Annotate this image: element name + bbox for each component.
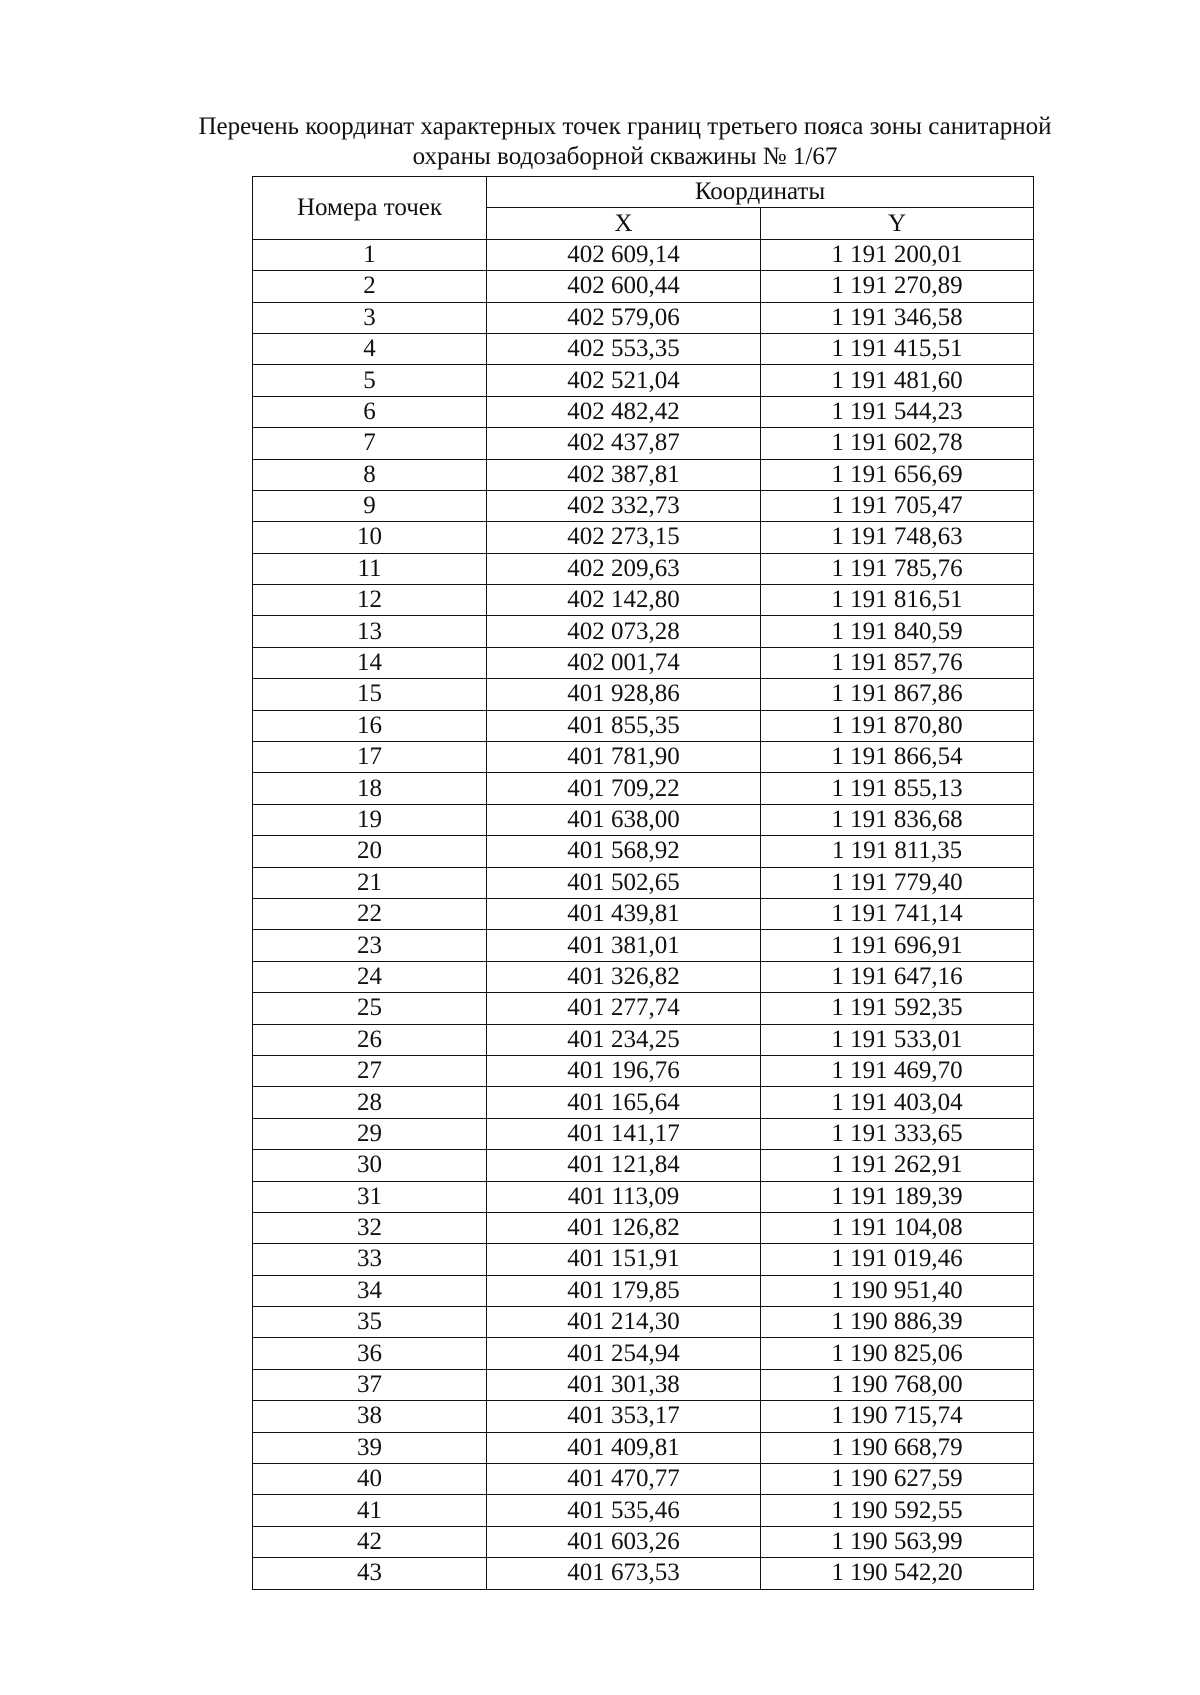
x-coordinate-cell: 401 214,30 — [487, 1307, 761, 1338]
x-coordinate-cell: 401 126,82 — [487, 1212, 761, 1243]
y-coordinate-cell: 1 191 019,46 — [761, 1244, 1034, 1275]
table-row — [253, 1307, 1034, 1338]
point-number-cell: 15 — [253, 679, 487, 710]
table-row — [253, 365, 1034, 396]
table-row — [253, 1338, 1034, 1369]
y-coordinate-cell: 1 190 563,99 — [761, 1526, 1034, 1557]
point-number-cell: 31 — [253, 1181, 487, 1212]
y-coordinate-cell: 1 191 602,78 — [761, 428, 1034, 459]
table-header — [253, 177, 1034, 240]
table-row — [253, 1369, 1034, 1400]
y-coordinate-cell: 1 190 542,20 — [761, 1558, 1034, 1589]
point-number-cell: 14 — [253, 647, 487, 678]
table-row — [253, 898, 1034, 929]
y-coordinate-cell: 1 190 768,00 — [761, 1369, 1034, 1400]
table-row — [253, 804, 1034, 835]
point-number-cell: 3 — [253, 302, 487, 333]
document-title — [150, 112, 1100, 172]
table-row — [253, 1495, 1034, 1526]
table-row — [253, 1212, 1034, 1243]
table-row — [253, 1087, 1034, 1118]
table-row — [253, 647, 1034, 678]
y-coordinate-cell: 1 191 816,51 — [761, 585, 1034, 616]
point-number-cell: 7 — [253, 428, 487, 459]
point-number-cell: 4 — [253, 333, 487, 364]
point-number-cell: 40 — [253, 1464, 487, 1495]
table-row — [253, 1432, 1034, 1463]
y-coordinate-cell: 1 191 533,01 — [761, 1024, 1034, 1055]
table-row — [253, 1118, 1034, 1149]
y-coordinate-cell: 1 191 469,70 — [761, 1055, 1034, 1086]
x-coordinate-cell: 401 277,74 — [487, 993, 761, 1024]
x-coordinate-cell: 402 521,04 — [487, 365, 761, 396]
point-number-cell: 35 — [253, 1307, 487, 1338]
point-number-cell: 33 — [253, 1244, 487, 1275]
y-coordinate-cell: 1 191 696,91 — [761, 930, 1034, 961]
table-row — [253, 428, 1034, 459]
table-row — [253, 396, 1034, 427]
x-coordinate-cell: 402 387,81 — [487, 459, 761, 490]
x-coordinate-cell: 401 638,00 — [487, 804, 761, 835]
point-number-cell: 38 — [253, 1401, 487, 1432]
x-coordinate-cell: 401 381,01 — [487, 930, 761, 961]
x-coordinate-cell: 401 603,26 — [487, 1526, 761, 1557]
point-number-cell: 6 — [253, 396, 487, 427]
point-number-cell: 20 — [253, 836, 487, 867]
point-number-cell: 16 — [253, 710, 487, 741]
y-coordinate-cell: 1 191 403,04 — [761, 1087, 1034, 1118]
x-coordinate-cell: 402 273,15 — [487, 522, 761, 553]
x-coordinate-cell: 401 165,64 — [487, 1087, 761, 1118]
x-coordinate-cell: 401 535,46 — [487, 1495, 761, 1526]
table-row — [253, 1464, 1034, 1495]
x-coordinate-cell: 402 553,35 — [487, 333, 761, 364]
x-coordinate-cell: 401 673,53 — [487, 1558, 761, 1589]
x-coordinate-cell: 401 196,76 — [487, 1055, 761, 1086]
y-coordinate-cell: 1 190 668,79 — [761, 1432, 1034, 1463]
table-row — [253, 930, 1034, 961]
point-number-cell: 9 — [253, 490, 487, 521]
x-coordinate-cell: 401 409,81 — [487, 1432, 761, 1463]
table-row — [253, 773, 1034, 804]
header-y: Y — [761, 208, 1034, 239]
y-coordinate-cell: 1 191 104,08 — [761, 1212, 1034, 1243]
point-number-cell: 23 — [253, 930, 487, 961]
x-coordinate-cell: 402 142,80 — [487, 585, 761, 616]
table-row — [253, 553, 1034, 584]
x-coordinate-cell: 401 781,90 — [487, 742, 761, 773]
point-number-cell: 2 — [253, 271, 487, 302]
y-coordinate-cell: 1 191 333,65 — [761, 1118, 1034, 1149]
point-number-cell: 34 — [253, 1275, 487, 1306]
x-coordinate-cell: 401 301,38 — [487, 1369, 761, 1400]
y-coordinate-cell: 1 191 741,14 — [761, 898, 1034, 929]
table-row — [253, 961, 1034, 992]
table-row — [253, 1181, 1034, 1212]
x-coordinate-cell: 402 482,42 — [487, 396, 761, 427]
table-row — [253, 302, 1034, 333]
header-x: X — [487, 208, 761, 239]
point-number-cell: 26 — [253, 1024, 487, 1055]
table-row — [253, 742, 1034, 773]
point-number-cell: 5 — [253, 365, 487, 396]
y-coordinate-cell: 1 190 592,55 — [761, 1495, 1034, 1526]
x-coordinate-cell: 402 073,28 — [487, 616, 761, 647]
table-row — [253, 585, 1034, 616]
y-coordinate-cell: 1 191 748,63 — [761, 522, 1034, 553]
point-number-cell: 30 — [253, 1150, 487, 1181]
x-coordinate-cell: 401 855,35 — [487, 710, 761, 741]
point-number-cell: 39 — [253, 1432, 487, 1463]
point-number-cell: 18 — [253, 773, 487, 804]
x-coordinate-cell: 401 179,85 — [487, 1275, 761, 1306]
y-coordinate-cell: 1 191 836,68 — [761, 804, 1034, 835]
y-coordinate-cell: 1 191 415,51 — [761, 333, 1034, 364]
header-point-numbers: Номера точек — [253, 177, 487, 240]
x-coordinate-cell: 401 113,09 — [487, 1181, 761, 1212]
y-coordinate-cell: 1 191 785,76 — [761, 553, 1034, 584]
y-coordinate-cell: 1 191 857,76 — [761, 647, 1034, 678]
x-coordinate-cell: 402 209,63 — [487, 553, 761, 584]
y-coordinate-cell: 1 191 647,16 — [761, 961, 1034, 992]
title-line-2: охраны водозаборной скважины № 1/67 — [412, 143, 838, 170]
point-number-cell: 21 — [253, 867, 487, 898]
table-row — [253, 836, 1034, 867]
y-coordinate-cell: 1 191 705,47 — [761, 490, 1034, 521]
table-row — [253, 459, 1034, 490]
x-coordinate-cell: 402 609,14 — [487, 239, 761, 270]
point-number-cell: 24 — [253, 961, 487, 992]
x-coordinate-cell: 401 121,84 — [487, 1150, 761, 1181]
title-line-1: Перечень координат характерных точек границ третьего пояса зоны санитарной — [198, 113, 1052, 140]
y-coordinate-cell: 1 190 715,74 — [761, 1401, 1034, 1432]
table-row — [253, 1024, 1034, 1055]
table-row — [253, 1150, 1034, 1181]
header-coordinates: Координаты — [487, 177, 1034, 208]
table-row — [253, 1275, 1034, 1306]
x-coordinate-cell: 402 332,73 — [487, 490, 761, 521]
point-number-cell: 36 — [253, 1338, 487, 1369]
y-coordinate-cell: 1 191 866,54 — [761, 742, 1034, 773]
header-row — [253, 177, 1034, 208]
x-coordinate-cell: 402 579,06 — [487, 302, 761, 333]
point-number-cell: 32 — [253, 1212, 487, 1243]
y-coordinate-cell: 1 191 544,23 — [761, 396, 1034, 427]
x-coordinate-cell: 402 437,87 — [487, 428, 761, 459]
x-coordinate-cell: 401 568,92 — [487, 836, 761, 867]
table-row — [253, 1055, 1034, 1086]
point-number-cell: 11 — [253, 553, 487, 584]
table-row — [253, 867, 1034, 898]
point-number-cell: 1 — [253, 239, 487, 270]
point-number-cell: 13 — [253, 616, 487, 647]
x-coordinate-cell: 401 353,17 — [487, 1401, 761, 1432]
point-number-cell: 17 — [253, 742, 487, 773]
y-coordinate-cell: 1 191 870,80 — [761, 710, 1034, 741]
table-row — [253, 333, 1034, 364]
x-coordinate-cell: 401 709,22 — [487, 773, 761, 804]
table-row — [253, 522, 1034, 553]
y-coordinate-cell: 1 190 951,40 — [761, 1275, 1034, 1306]
x-coordinate-cell: 401 141,17 — [487, 1118, 761, 1149]
table-row — [253, 239, 1034, 270]
y-coordinate-cell: 1 191 840,59 — [761, 616, 1034, 647]
y-coordinate-cell: 1 191 656,69 — [761, 459, 1034, 490]
x-coordinate-cell: 401 254,94 — [487, 1338, 761, 1369]
y-coordinate-cell: 1 190 825,06 — [761, 1338, 1034, 1369]
point-number-cell: 22 — [253, 898, 487, 929]
point-number-cell: 29 — [253, 1118, 487, 1149]
table-row — [253, 1244, 1034, 1275]
x-coordinate-cell: 401 928,86 — [487, 679, 761, 710]
x-coordinate-cell: 401 502,65 — [487, 867, 761, 898]
y-coordinate-cell: 1 191 346,58 — [761, 302, 1034, 333]
x-coordinate-cell: 401 234,25 — [487, 1024, 761, 1055]
y-coordinate-cell: 1 191 189,39 — [761, 1181, 1034, 1212]
table-row — [253, 679, 1034, 710]
point-number-cell: 25 — [253, 993, 487, 1024]
table-row — [253, 993, 1034, 1024]
table-row — [253, 271, 1034, 302]
y-coordinate-cell: 1 191 262,91 — [761, 1150, 1034, 1181]
coordinates-table — [252, 176, 1034, 1590]
point-number-cell: 19 — [253, 804, 487, 835]
x-coordinate-cell: 401 151,91 — [487, 1244, 761, 1275]
y-coordinate-cell: 1 191 811,35 — [761, 836, 1034, 867]
y-coordinate-cell: 1 190 627,59 — [761, 1464, 1034, 1495]
y-coordinate-cell: 1 191 867,86 — [761, 679, 1034, 710]
table-row — [253, 1401, 1034, 1432]
y-coordinate-cell: 1 191 270,89 — [761, 271, 1034, 302]
x-coordinate-cell: 401 439,81 — [487, 898, 761, 929]
point-number-cell: 8 — [253, 459, 487, 490]
point-number-cell: 28 — [253, 1087, 487, 1118]
x-coordinate-cell: 401 326,82 — [487, 961, 761, 992]
point-number-cell: 41 — [253, 1495, 487, 1526]
y-coordinate-cell: 1 191 481,60 — [761, 365, 1034, 396]
table-row — [253, 616, 1034, 647]
point-number-cell: 42 — [253, 1526, 487, 1557]
y-coordinate-cell: 1 191 855,13 — [761, 773, 1034, 804]
table-row — [253, 1526, 1034, 1557]
point-number-cell: 43 — [253, 1558, 487, 1589]
table-body — [253, 239, 1034, 1589]
table-row — [253, 710, 1034, 741]
point-number-cell: 12 — [253, 585, 487, 616]
y-coordinate-cell: 1 191 779,40 — [761, 867, 1034, 898]
x-coordinate-cell: 402 600,44 — [487, 271, 761, 302]
table-row — [253, 1558, 1034, 1589]
y-coordinate-cell: 1 190 886,39 — [761, 1307, 1034, 1338]
y-coordinate-cell: 1 191 592,35 — [761, 993, 1034, 1024]
point-number-cell: 27 — [253, 1055, 487, 1086]
y-coordinate-cell: 1 191 200,01 — [761, 239, 1034, 270]
table-row — [253, 490, 1034, 521]
x-coordinate-cell: 402 001,74 — [487, 647, 761, 678]
point-number-cell: 10 — [253, 522, 487, 553]
x-coordinate-cell: 401 470,77 — [487, 1464, 761, 1495]
point-number-cell: 37 — [253, 1369, 487, 1400]
